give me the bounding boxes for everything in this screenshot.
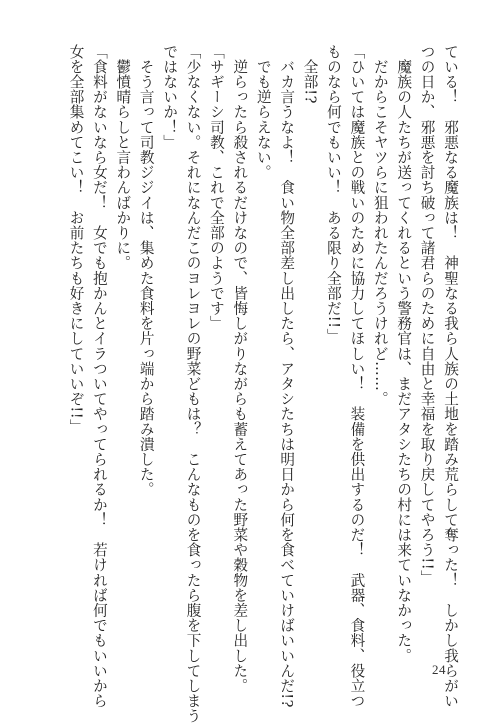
text-line: 「食料がないなら女だ！ 女でも抱かんとイラついてやってられるか！ 若ければ何でもいいから [90, 44, 108, 709]
text-line: でも逆らえない。 [254, 44, 272, 180]
text-line: ものなら何でもいい！ ある限り全部だ!!」 [324, 44, 342, 344]
text-line: 「サギーシ司教、これで全部のようです」 [207, 44, 225, 331]
text-line: バカ言うなよ！ 食い物全部差し出したら、アタシたちは明日から何を食べていけばいいんだ!? [278, 44, 296, 708]
text-line: 魔族の人たちが送ってくれるという警務官は、まだアタシたちの村には来ていなかった。 [395, 44, 413, 664]
text-line: 全部!? [301, 44, 319, 104]
text-line: 女を全部集めてこい！ お前たちも好きにしていいぞ!!」 [67, 44, 85, 435]
text-line: つの日か、邪悪を討ち破って諸君らのために自由と幸福を取り戻してやろう!!」 [418, 44, 436, 586]
text-line: そう言って司教ジジイは、集めた食料を片っ端から踏み潰した。 [137, 44, 155, 497]
text-line: 鬱憤晴らしと言わんばかりに。 [114, 44, 132, 271]
text-line: 「ひいては魔族との戦いのために協力してほしい！ 装備を供出するのだ！ 武器、食料、役立つ [348, 44, 366, 709]
text-line: 逆らったら殺されるだけなので、皆悔しがりながらも蓄えてあった野菜や穀物を差し出した。 [231, 44, 249, 694]
page-number: 24 [432, 662, 446, 677]
text-line: ではないか！」 [161, 44, 179, 150]
text-line: 「少なくない。それになんだこのヨレヨレの野菜どもは？ こんなものを食ったら腹を下してしまう [184, 44, 202, 724]
text-line: だからこそヤツらに狙われたんだろうけれど……。 [371, 44, 389, 407]
text-line: ている！ 邪悪なる魔族は！ 神聖なる我ら人族の土地を踏み荒らして奪った！ しかし我らがい [442, 44, 459, 709]
